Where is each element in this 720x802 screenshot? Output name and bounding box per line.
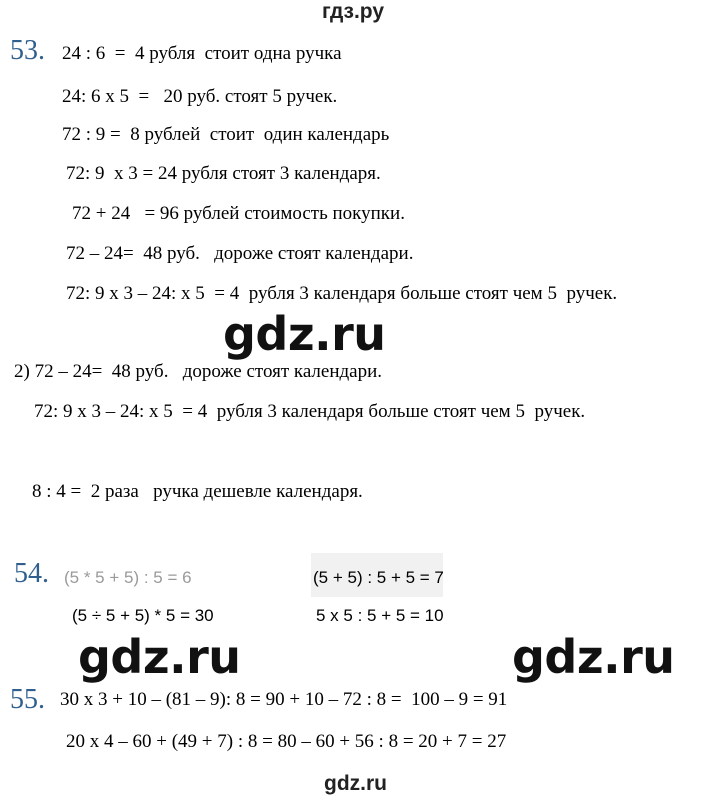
watermark-left: gdz.ru xyxy=(78,630,241,684)
task-53-line-6: 72 – 24= 48 руб. дороже стоят календари. xyxy=(66,243,414,264)
watermark-right: gdz.ru xyxy=(512,630,675,684)
task-53-part2-line-2: 72: 9 х 3 – 24: х 5 = 4 рубля 3 календаря больше стоят чем 5 ручек. xyxy=(34,401,586,422)
task-54-right-2: 5 х 5 : 5 + 5 = 10 xyxy=(316,606,444,625)
task-53-part2-line-3: 8 : 4 = 2 раза ручка дешевле календаря. xyxy=(32,481,363,502)
task-53-number: 53. xyxy=(10,35,45,66)
task-55-line-2: 20 х 4 – 60 + (49 + 7) : 8 = 80 – 60 + 56 : 8 = 20 + 7 = 27 xyxy=(66,731,507,752)
watermark-middle: gdz.ru xyxy=(223,307,386,361)
watermark-bottom: gdz.ru xyxy=(324,772,387,795)
task-53-line-7: 72: 9 х 3 – 24: х 5 = 4 рубля 3 календаря больше стоят чем 5 ручек. xyxy=(66,283,618,304)
task-55-line-1: 30 х 3 + 10 – (81 – 9): 8 = 90 + 10 – 72 : 8 = 100 – 9 = 91 xyxy=(60,689,508,710)
task-53-line-1: 24 : 6 = 4 рубля стоит одна ручка xyxy=(62,43,342,64)
task-53-line-3: 72 : 9 = 8 рублей стоит один календарь xyxy=(62,124,390,145)
task-55-number: 55. xyxy=(10,684,45,715)
task-53-line-5: 72 + 24 = 96 рублей стоимость покупки. xyxy=(72,203,405,224)
task-54-number: 54. xyxy=(14,558,49,589)
task-53-line-2: 24: 6 х 5 = 20 руб. стоят 5 ручек. xyxy=(62,86,338,107)
watermark-top: гдз.ру xyxy=(322,0,385,23)
task-53-line-4: 72: 9 х 3 = 24 рубля стоят 3 календаря. xyxy=(66,163,381,184)
task-54-left-2: (5 ÷ 5 + 5) * 5 = 30 xyxy=(72,606,214,625)
task-53-part2-line-1: 2) 72 – 24= 48 руб. дороже стоят календари. xyxy=(14,361,383,382)
task-54-left-1: (5 * 5 + 5) : 5 = 6 xyxy=(64,568,192,587)
task-54-right-1: (5 + 5) : 5 + 5 = 7 xyxy=(313,568,444,587)
